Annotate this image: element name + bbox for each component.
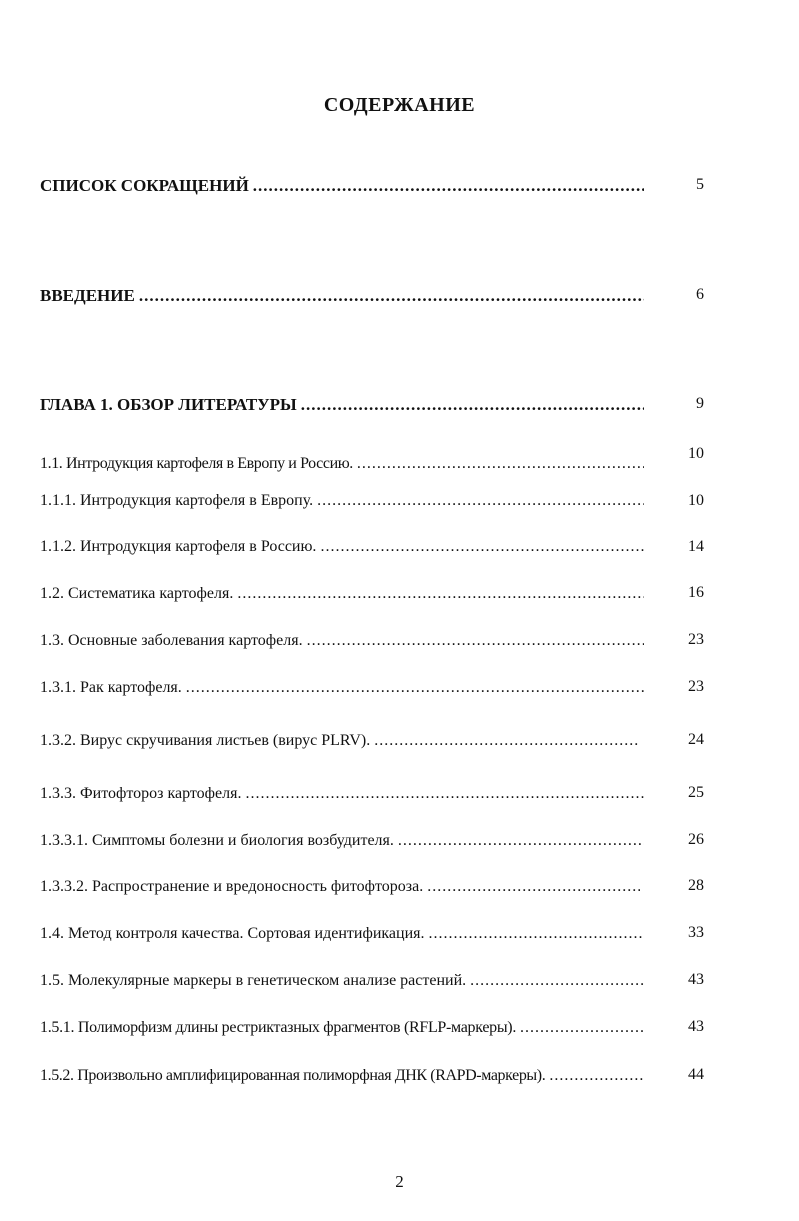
toc-entry-introduction[interactable]: [40, 286, 646, 306]
toc-entry-text: 1.1.1. Интродукция картофеля в Европу.: [40, 492, 314, 509]
toc-leader-dots: [374, 731, 638, 751]
toc-entry-text: 1.3.3.2. Распространение и вредоносность фитофтороза.: [40, 878, 424, 895]
toc-entry-1-3[interactable]: [40, 631, 646, 651]
toc-page-number: 28: [688, 877, 704, 894]
toc-entry-1-3-3-1[interactable]: [40, 831, 646, 851]
toc-leader-dots: [245, 784, 644, 804]
toc-entry-text: 1.4. Метод контроля качества. Сортовая идентификация.: [40, 925, 425, 942]
toc-leader-dots: [317, 491, 644, 511]
toc-entry-text: 1.3.3. Фитофтороз картофеля.: [40, 785, 242, 802]
toc-leader-dots: [237, 584, 644, 604]
toc-page-number: 16: [688, 584, 704, 601]
toc-entry-1-3-1[interactable]: [40, 678, 646, 698]
toc-page-number: 10: [688, 492, 704, 509]
toc-entry-1-5-2[interactable]: [40, 1066, 646, 1086]
toc-entry-1-4[interactable]: [40, 924, 646, 944]
toc-page-number: 43: [688, 1018, 704, 1035]
toc-entry-text: ВВЕДЕНИЕ: [40, 286, 135, 305]
toc-page-number: 14: [688, 538, 704, 555]
toc-entry-1-1-1[interactable]: [40, 491, 646, 511]
toc-leader-dots: [357, 454, 644, 474]
toc-page-number: 33: [688, 924, 704, 941]
toc-entry-1-5-1[interactable]: [40, 1018, 646, 1038]
toc-entry-1-2[interactable]: [40, 584, 646, 604]
toc-entry-text: 1.3. Основные заболевания картофеля.: [40, 632, 303, 649]
page-footer-number: 2: [395, 1172, 404, 1191]
toc-entry-text: 1.3.2. Вирус скручивания листьев (вирус PLRV).: [40, 732, 371, 749]
toc-page-number: 24: [688, 731, 704, 748]
toc-leader-dots: [186, 678, 644, 698]
toc-entry-1-1[interactable]: [40, 454, 646, 474]
toc-entry-text: 1.5.2. Произвольно амплифицированная полиморфная ДНК (RAPD-маркеры).: [40, 1067, 546, 1084]
toc-entry-text: СПИСОК СОКРАЩЕНИЙ: [40, 176, 249, 195]
toc-leader-dots: [253, 176, 644, 196]
toc-entry-chapter-1[interactable]: [40, 395, 646, 415]
toc-entry-text: 1.3.1. Рак картофеля.: [40, 679, 182, 696]
toc-leader-dots: [301, 395, 644, 415]
toc-leader-dots: [520, 1018, 644, 1038]
toc-entry-text: 1.5. Молекулярные маркеры в генетическом анализе растений.: [40, 972, 467, 989]
toc-page-number: 6: [696, 286, 704, 303]
toc-entry-1-5[interactable]: [40, 971, 646, 991]
toc-page-number: 10: [688, 445, 704, 462]
toc-leader-dots: [139, 286, 644, 306]
toc-entry-1-3-2[interactable]: [40, 731, 640, 751]
toc-page-number: 25: [688, 784, 704, 801]
toc-leader-dots: [429, 924, 644, 944]
page-title: СОДЕРЖАНИЕ: [323, 94, 476, 116]
toc-leader-dots: [398, 831, 644, 851]
toc-entry-text: 1.5.1. Полиморфизм длины рестриктазных фрагментов (RFLP-маркеры).: [40, 1019, 517, 1036]
toc-leader-dots: [470, 971, 644, 991]
toc-page-number: 44: [688, 1066, 704, 1083]
toc-entry-text: 1.3.3.1. Симптомы болезни и биология возбудителя.: [40, 832, 394, 849]
toc-entry-text: 1.2. Систематика картофеля.: [40, 585, 234, 602]
toc-entry-1-3-3[interactable]: [40, 784, 646, 804]
toc-leader-dots: [549, 1066, 644, 1086]
toc-page-number: 9: [696, 395, 704, 412]
toc-entry-text: 1.1. Интродукция картофеля в Европу и Россию.: [40, 455, 353, 472]
toc-page-number: 43: [688, 971, 704, 988]
toc-page-number: 5: [696, 176, 704, 193]
toc-entry-1-3-3-2[interactable]: [40, 877, 642, 897]
toc-entry-text: ГЛАВА 1. ОБЗОР ЛИТЕРАТУРЫ: [40, 395, 297, 414]
toc-leader-dots: [320, 537, 644, 557]
toc-page-number: 26: [688, 831, 704, 848]
toc-entry-1-1-2[interactable]: [40, 537, 646, 557]
toc-leader-dots: [427, 877, 640, 897]
toc-page-number: 23: [688, 678, 704, 695]
toc-page-number: 23: [688, 631, 704, 648]
toc-entry-abbreviations[interactable]: [40, 176, 646, 196]
toc-leader-dots: [307, 631, 644, 651]
toc-entry-text: 1.1.2. Интродукция картофеля в Россию.: [40, 538, 317, 555]
